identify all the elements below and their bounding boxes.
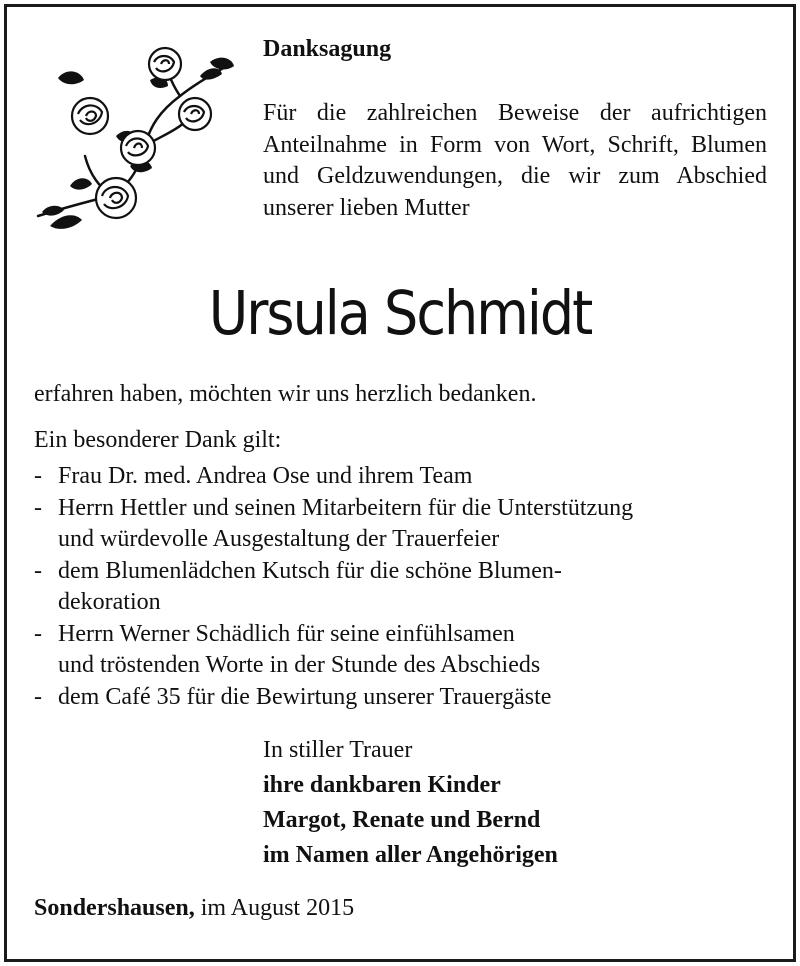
mourners-children: ihre dankbaren Kinder (263, 772, 501, 798)
thanks-item (34, 619, 774, 682)
list-dash: - (34, 557, 42, 584)
list-dash: - (34, 683, 42, 710)
list-dash: - (34, 494, 42, 521)
mourners-names: Margot, Renate und Bernd (263, 807, 541, 833)
thanks-item-text: dem Café 35 für die Bewirtung unserer Trauergäste (58, 683, 552, 710)
date: im August 2015 (194, 895, 355, 921)
thanks-heading: Ein besonderer Dank gilt: (34, 427, 282, 453)
list-dash: - (34, 463, 42, 489)
thanks-item (34, 682, 774, 714)
mourning-line: In stiller Trauer (263, 737, 413, 763)
place-date-line (34, 895, 354, 922)
place: Sondershausen, (34, 895, 195, 921)
thanks-item (34, 461, 774, 493)
deceased-name: Ursula Schmidt (208, 278, 592, 349)
list-dash: - (34, 620, 42, 647)
thanks-item-text: dem Blumenlädchen Kutsch für die schöne Blumen- dekoration (58, 557, 562, 615)
intro-paragraph: Für die zahlreichen Beweise der aufrichtigen Anteilnahme in Form von Wort, Schrift, Blumen und Geldzuwendungen, die wir zum Abschied unserer lieben Mutter (263, 100, 767, 221)
thanks-item-text: Frau Dr. med. Andrea Ose und ihrem Team (58, 463, 473, 489)
roses-branch-icon (30, 36, 240, 246)
mourners-relatives: im Namen aller Angehörigen (263, 842, 558, 868)
thanks-item-text: Herrn Werner Schädlich für seine einfühlsamen und tröstenden Worte in der Stunde des Abschieds (58, 620, 541, 678)
thanks-item-text: Herrn Hettler und seinen Mitarbeitern für die Unterstützung und würdevolle Ausgestaltung der Trauerfeier (58, 494, 634, 552)
mourning-block (263, 733, 558, 873)
notice-heading: Danksagung (263, 36, 392, 62)
thanks-list (34, 461, 774, 713)
thanks-item (34, 493, 774, 556)
thanks-item (34, 556, 774, 619)
after-name-sentence: erfahren haben, möchten wir uns herzlich bedanken. (34, 381, 537, 407)
